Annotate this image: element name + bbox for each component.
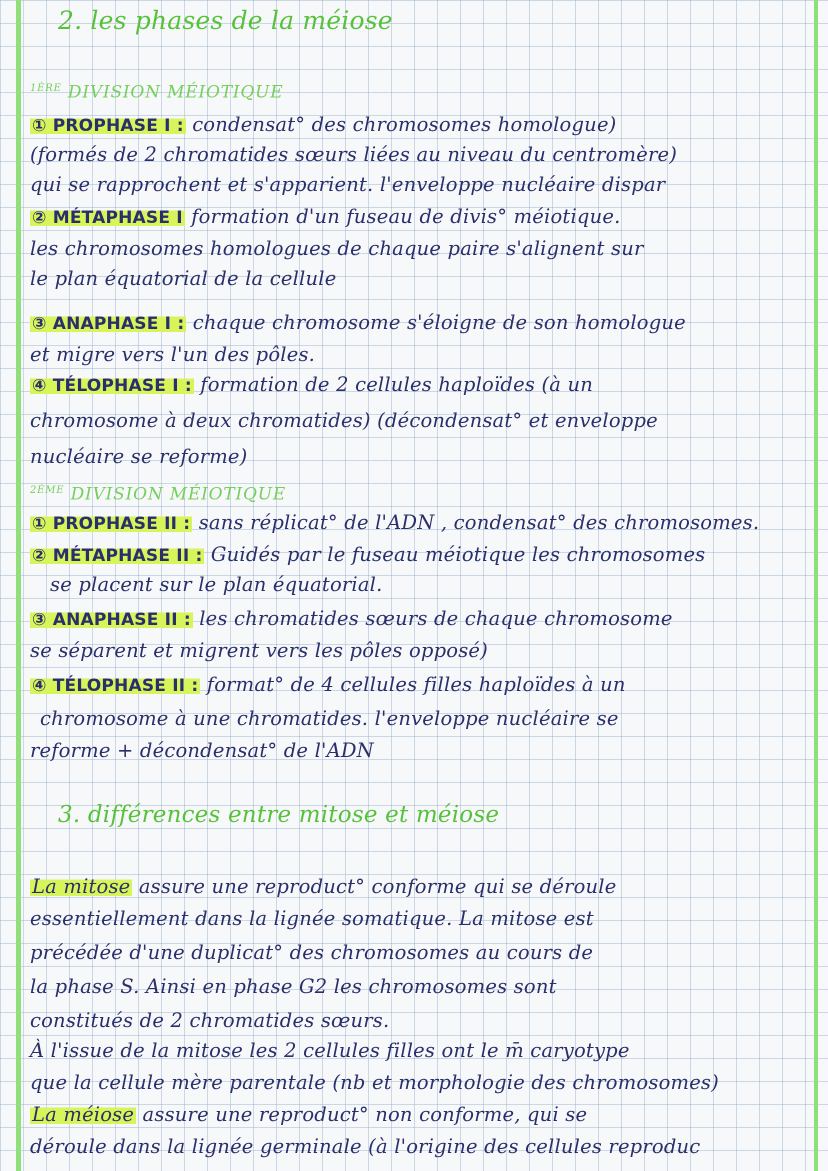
anaphase2-label: ③ ANAPHASE II : bbox=[32, 610, 191, 630]
division-1-heading bbox=[30, 76, 283, 106]
right-margin-line bbox=[814, 0, 818, 1171]
prophase1-line2: (formés de 2 chromatides sœurs liées au niveau du centromère) bbox=[30, 143, 678, 166]
anaphase1-text: chaque chromosome s'éloigne de son homologue bbox=[192, 311, 686, 334]
section-title-differences: 3. différences entre mitose et méiose bbox=[58, 802, 500, 828]
section-title-phases: 2. les phases de la méiose bbox=[58, 6, 393, 35]
metaphase1-label: ② MÉTAPHASE I bbox=[32, 208, 183, 228]
telophase2-line3: reforme + décondensat° de l'ADN bbox=[30, 739, 374, 762]
metaphase2-label: ② MÉTAPHASE II : bbox=[32, 546, 203, 566]
telophase1-text: formation de 2 cellules haploïdes (à un bbox=[200, 373, 594, 396]
mitose-label: La mitose bbox=[32, 875, 131, 898]
prophase2-label: ① PROPHASE II : bbox=[32, 514, 191, 534]
meiose-label: La méiose bbox=[32, 1103, 135, 1126]
metaphase2-text: Guidés par le fuseau méiotique les chromosomes bbox=[210, 543, 706, 566]
mitose-line7: que la cellule mère parentale (nb et morphologie des chromosomes) bbox=[30, 1071, 719, 1094]
telophase2-line2: chromosome à une chromatides. l'enveloppe nucléaire se bbox=[40, 707, 619, 730]
anaphase1-label: ③ ANAPHASE I : bbox=[32, 314, 185, 334]
metaphase1-line3: le plan équatorial de la cellule bbox=[30, 267, 337, 290]
mitose-line3: précédée d'une duplicat° des chromosomes au cours de bbox=[30, 941, 594, 964]
meiose-line1 bbox=[30, 1102, 587, 1128]
prophase1-text: condensat° des chromosomes homologue) bbox=[192, 113, 617, 136]
telophase1-line2: chromosome à deux chromatides) (décondensat° et enveloppe bbox=[30, 409, 658, 432]
prophase2-line1 bbox=[30, 510, 759, 537]
metaphase1-line2: les chromosomes homologues de chaque paire s'alignent sur bbox=[30, 237, 644, 260]
division-2-heading bbox=[30, 478, 286, 508]
prophase1-line1 bbox=[30, 112, 617, 139]
telophase2-text: format° de 4 cellules filles haploïdes à un bbox=[206, 673, 626, 696]
metaphase2-line2: se placent sur le plan équatorial. bbox=[50, 573, 383, 596]
prophase1-label: ① PROPHASE I : bbox=[32, 116, 184, 136]
mitose-line5: constitués de 2 chromatides sœurs. bbox=[30, 1009, 390, 1032]
mitose-text: assure une reproduct° conforme qui se déroule bbox=[138, 875, 617, 898]
metaphase1-text: formation d'un fuseau de divis° méiotique. bbox=[191, 205, 621, 228]
anaphase2-line2: se séparent et migrent vers les pôles opposé) bbox=[30, 639, 488, 662]
meiose-line2: déroule dans la lignée germinale (à l'origine des cellules reproduc bbox=[30, 1135, 701, 1158]
mitose-line6: À l'issue de la mitose les 2 cellules filles ont le m̄ caryotype bbox=[30, 1039, 630, 1062]
telophase1-label: ④ TÉLOPHASE I : bbox=[32, 376, 192, 396]
anaphase2-line1 bbox=[30, 606, 673, 633]
telophase1-line3: nucléaire se reforme) bbox=[30, 445, 248, 468]
telophase1-line1 bbox=[30, 372, 593, 399]
division-1-prefix: 1ÈRE bbox=[30, 83, 62, 94]
prophase2-text: sans réplicat° de l'ADN , condensat° des chromosomes. bbox=[198, 511, 760, 534]
anaphase1-line1 bbox=[30, 310, 686, 337]
left-margin-line bbox=[16, 0, 21, 1171]
mitose-line4: la phase S. Ainsi en phase G2 les chromosomes sont bbox=[30, 975, 557, 998]
metaphase2-line1 bbox=[30, 542, 705, 569]
anaphase2-text: les chromatides sœurs de chaque chromosome bbox=[199, 607, 673, 630]
division-2-prefix: 2ÈME bbox=[30, 485, 65, 496]
meiose-text: assure une reproduct° non conforme, qui se bbox=[142, 1103, 588, 1126]
mitose-line2: essentiellement dans la lignée somatique. La mitose est bbox=[30, 907, 594, 930]
mitose-line1 bbox=[30, 874, 616, 900]
prophase1-line3: qui se rapprochent et s'apparient. l'enveloppe nucléaire dispar bbox=[30, 173, 666, 196]
telophase2-line1 bbox=[30, 672, 626, 699]
division-2-label: DIVISION MÉIOTIQUE bbox=[70, 484, 287, 505]
metaphase1-line1 bbox=[30, 204, 620, 231]
telophase2-label: ④ TÉLOPHASE II : bbox=[32, 676, 199, 696]
division-1-label: DIVISION MÉIOTIQUE bbox=[67, 82, 284, 103]
anaphase1-line2: et migre vers l'un des pôles. bbox=[30, 343, 316, 366]
